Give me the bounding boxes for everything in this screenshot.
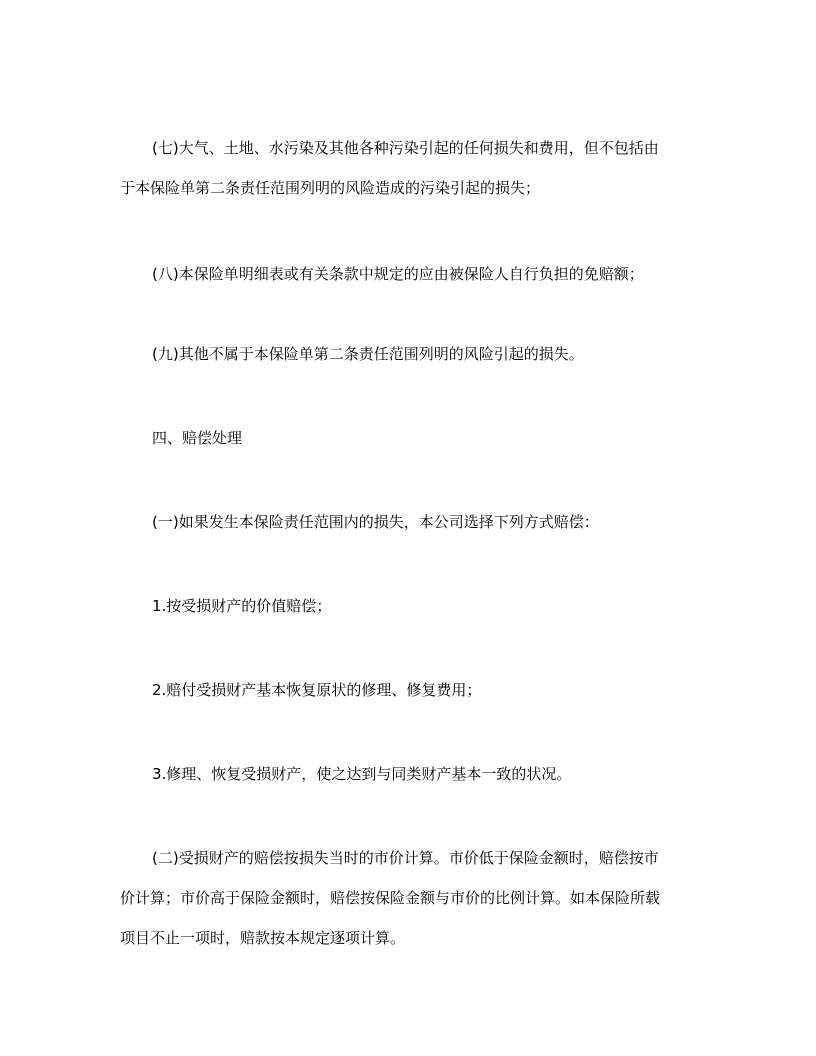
paragraph-claims-2 xyxy=(120,846,696,950)
paragraph-line: (八)本保险单明细表或有关条款中规定的应由被保险人自行负担的免赔额； xyxy=(152,265,644,283)
paragraph-exclusion-7 xyxy=(120,136,696,200)
section-heading-claims xyxy=(120,426,696,450)
paragraph-line: 3.修理、恢复受损财产，使之达到与同类财产基本一致的状况。 xyxy=(152,765,572,783)
section-heading: 四、赔偿处理 xyxy=(152,429,243,447)
paragraph-line: 2.赔付受损财产基本恢复原状的修理、修复费用； xyxy=(152,681,482,699)
paragraph-line: 价计算；市价高于保险金额时，赔偿按保险金额与市价的比例计算。如本保险所载 xyxy=(120,889,661,907)
paragraph-line: (九)其他不属于本保险单第二条责任范围列明的风险引起的损失。 xyxy=(152,345,584,363)
list-item-3 xyxy=(120,762,696,786)
paragraph-line: (一)如果发生本保险责任范围内的损失，本公司选择下列方式赔偿： xyxy=(152,513,599,531)
paragraph-line: 1.按受损财产的价值赔偿； xyxy=(152,597,332,615)
paragraph-exclusion-9 xyxy=(120,342,696,366)
paragraph-line: 于本保险单第二条责任范围列明的风险造成的污染引起的损失； xyxy=(120,179,541,197)
paragraph-exclusion-8 xyxy=(120,262,696,286)
list-item-2 xyxy=(120,678,696,702)
paragraph-claims-1 xyxy=(120,510,696,534)
paragraph-line: 项目不止一项时，赔款按本规定逐项计算。 xyxy=(120,929,406,947)
paragraph-line: (七)大气、土地、水污染及其他各种污染引起的任何损失和费用，但不包括由 xyxy=(152,139,659,157)
list-item-1 xyxy=(120,594,696,618)
paragraph-line: (二)受损财产的赔偿按损失当时的市价计算。市价低于保险金额时，赔偿按市 xyxy=(152,849,659,867)
